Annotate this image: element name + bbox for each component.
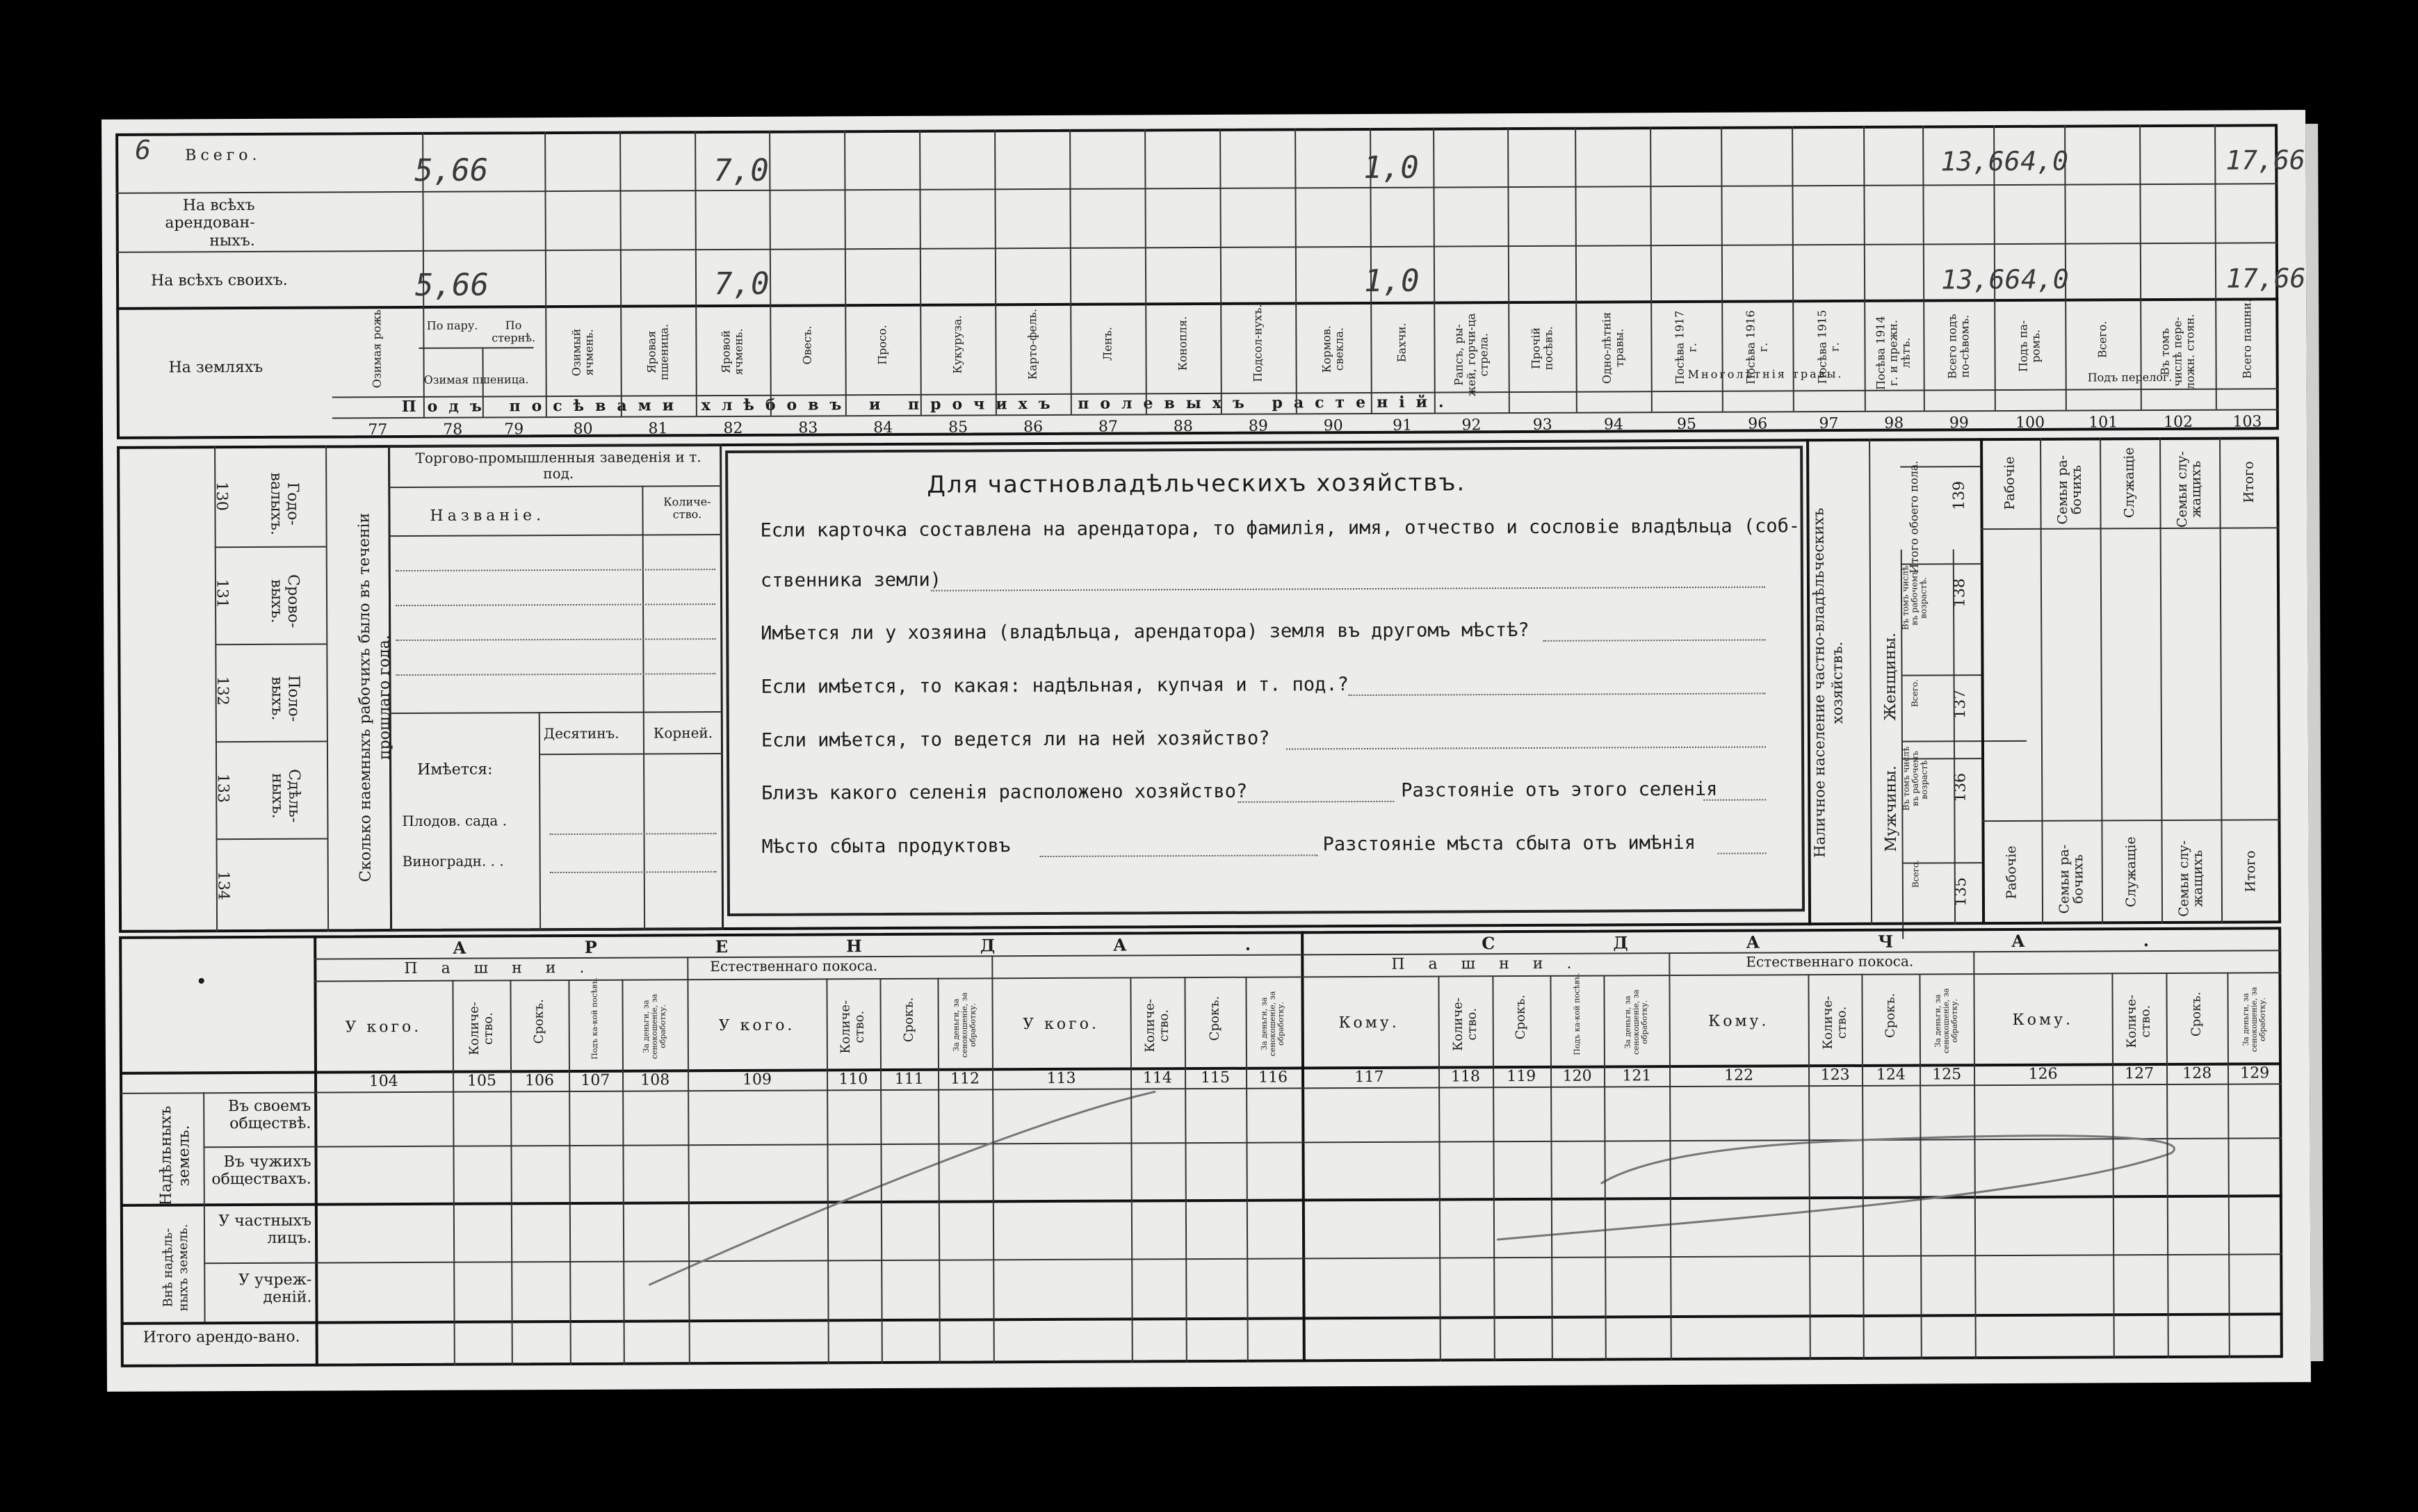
hw-total-99: 13,66: [1940, 145, 2020, 177]
workers-bot-4: Итого: [2243, 850, 2259, 893]
crop-num-84: 84: [873, 418, 893, 437]
hw-own-100: 4,0: [2020, 263, 2069, 295]
livestock-num-132: 132: [213, 676, 232, 706]
lease-head-110: Количе-ство.: [838, 1000, 868, 1054]
pop-num-136: 136: [1952, 772, 1970, 802]
trade-desyatin: Десятинъ.: [543, 724, 619, 742]
crop-col-96: Посѣва 1916 г.: [1744, 310, 1770, 384]
crop-num-103: 103: [2232, 413, 2262, 431]
row-rented-label: На всѣхъ арендован-ныхъ.: [165, 196, 255, 250]
hired-workers-label: Сколько наемныхъ рабочихъ было въ теченіи прошлаго года.: [355, 512, 394, 882]
lease-head-109: У кого.: [718, 1016, 795, 1035]
lease-head-107: Подъ ка-кой посѣвъ.: [590, 977, 600, 1060]
pashni-s: Пашни.: [1391, 954, 1596, 973]
trade-title: Торгово-промышленныя заведенія и т. под.: [415, 448, 701, 482]
lease-head-126: Кому.: [2012, 1011, 2074, 1029]
lease-num-109: 109: [742, 1071, 772, 1089]
corner-mark: 6: [135, 134, 152, 165]
hw-total-100: 4,0: [2020, 145, 2069, 177]
lease-head-124: Срокъ.: [1883, 993, 1898, 1039]
private-line7b: Разстояніе мѣста сбыта отъ имѣнія: [1322, 831, 1696, 856]
lease-head-105: Количе-ство.: [466, 1002, 496, 1056]
private-line5: Если имѣется, то ведется ли на ней хозяйство?: [761, 727, 1270, 751]
hw-own-103: 17,66: [2225, 263, 2306, 294]
crop-col-89: Подсол-нухъ.: [1251, 304, 1265, 382]
lease-num-129: 129: [2240, 1064, 2270, 1082]
lease-num-105: 105: [466, 1072, 497, 1090]
crop-col-80: Озимый ячмень.: [569, 328, 596, 377]
crop-num-95: 95: [1676, 415, 1697, 434]
lease-head-117: Кому.: [1338, 1014, 1399, 1032]
livestock-label-132: Поло-выхъ.: [268, 675, 302, 722]
crop-col-97: Посѣва 1915 г.: [1815, 309, 1842, 384]
lease-head-129: За деньги, за сенокошеніе, за обработку.: [2241, 986, 2268, 1052]
crop-num-94: 94: [1603, 416, 1623, 434]
hay-s: Естественнаго покоса.: [1746, 952, 1914, 970]
hw-own-82: 7,0: [713, 266, 770, 302]
lease-head-125: За деньги, за сенокошеніе, за обработку.: [1933, 988, 1960, 1054]
crop-col-103: Всего пашни.: [2239, 299, 2254, 379]
crop-col-95: Посѣва 1917 г.: [1673, 310, 1699, 385]
workers-bot-0: Рабочіе: [2004, 845, 2020, 900]
lease-num-127: 127: [2125, 1065, 2155, 1083]
workers-top-2: Служащіе: [2121, 447, 2138, 519]
lease-num-112: 112: [950, 1070, 980, 1088]
workers-bot-3: Семьи слу-жащихъ: [2176, 840, 2206, 917]
women-label: Женщины.: [1881, 632, 1900, 721]
lease-num-111: 111: [894, 1070, 924, 1088]
crop-num-101: 101: [2088, 414, 2118, 432]
crop-col-81: Яровая пшеница.: [644, 323, 671, 381]
crop-num-100: 100: [2015, 414, 2045, 432]
trade-vineyard: Виноградн. . .: [402, 852, 504, 870]
private-persons: У частныхъ лицъ.: [218, 1212, 312, 1248]
crop-num-78: 78: [443, 421, 463, 439]
hay-a: Естественнаго покоса.: [710, 957, 878, 975]
crop-num-96: 96: [1748, 415, 1768, 433]
crop-num-85: 85: [948, 418, 968, 437]
lease-head-112: За деньги, за сенокошеніе, за обработку.: [951, 992, 977, 1058]
crop-col-100: Подъ па-ромъ.: [2016, 320, 2043, 373]
crop-band-title: Подъ посѣвами хлѣбовъ и прочихъ полевыхъ растеній.: [401, 393, 1455, 416]
crop-num-77: 77: [368, 421, 388, 439]
lease-head-114: Количе-ство.: [1142, 998, 1171, 1052]
private-line1: Если карточка составлена на арендатора, то фамилія, имя, отчество и сословіе владѣльца (соб-: [760, 515, 1801, 542]
crop-col-102: Въ томъ числѣ пере-ложн. стоян.: [2158, 314, 2197, 390]
lease-num-120: 120: [1562, 1067, 1592, 1085]
perennial-label: Многолѣтнія травы.: [1687, 366, 1844, 381]
crop-num-86: 86: [1023, 418, 1044, 437]
crop-col-88: Конопля.: [1176, 316, 1190, 371]
lease-head-119: Срокъ.: [1513, 994, 1529, 1040]
pashni-a: Пашни.: [404, 959, 608, 978]
row-own-label: На всѣхъ своихъ.: [150, 271, 288, 290]
lease-head-127: Количе-ство.: [2124, 994, 2153, 1048]
crop-col-82: Яровой ячмень.: [719, 328, 746, 375]
crop-col-99: Всего подъ по-сѣвомъ.: [1945, 314, 1972, 380]
lease-num-104: 104: [368, 1073, 398, 1091]
lease-num-122: 122: [1724, 1066, 1754, 1084]
hw-total-77: 5,66: [414, 152, 489, 188]
pop-num-138: 138: [1951, 578, 1969, 608]
lease-head-120: Подъ ка-кой посѣвъ.: [1571, 973, 1582, 1055]
crop-col-98: Посѣва 1914 г. и прежн. лѣтъ.: [1874, 316, 1913, 391]
workers-bot-2: Служащіе: [2123, 836, 2139, 908]
crop-num-80: 80: [573, 420, 593, 438]
lease-num-123: 123: [1820, 1066, 1850, 1084]
livestock-num-130: 130: [212, 481, 231, 511]
vne-label: Внѣ надѣль-ныхъ земель.: [160, 1224, 191, 1312]
lease-head-106: Срокъ.: [531, 998, 546, 1044]
crop-num-97: 97: [1819, 415, 1839, 433]
livestock-num-131: 131: [213, 578, 231, 608]
fallow-label: Подъ перелог.: [2087, 370, 2173, 384]
lease-num-128: 128: [2182, 1064, 2212, 1082]
other-community: Въ чужихъ обществахъ.: [211, 1153, 311, 1189]
private-line7a: Мѣсто сбыта продуктовъ: [761, 835, 1011, 858]
lease-head-121: За деньги, за сенокошеніе, за обработку.: [1623, 989, 1650, 1055]
trade-orchard: Плодов. сада .: [402, 812, 508, 830]
hw-total-103: 17,66: [2225, 145, 2305, 176]
crop-col-83: Овесъ.: [800, 325, 814, 365]
crop-col-94: Одно-лѣтнія травы.: [1600, 311, 1626, 384]
private-title: Для частновладѣльческихъ хозяйствъ.: [927, 469, 1466, 499]
crop-col-84: Просо.: [875, 325, 889, 365]
livestock-label-133: Сдѣль-ныхъ.: [268, 769, 303, 823]
row-lands-label: На земляхъ: [168, 358, 263, 377]
private-line2: ственника земли): [760, 569, 942, 592]
crop-col-101: Всего.: [2095, 320, 2109, 359]
crop-num-82: 82: [723, 419, 743, 438]
pencil-strokes: [102, 110, 2311, 1392]
crop-num-83: 83: [798, 419, 818, 437]
lease-num-118: 118: [1450, 1068, 1481, 1086]
lease-head-128: Срокъ.: [2189, 991, 2204, 1037]
lease-head-118: Количе-ство.: [1450, 997, 1479, 1051]
total-leased: Итого арендо-вано.: [143, 1328, 300, 1347]
crop-num-79: 79: [504, 421, 524, 439]
private-line6b: Разстояніе отъ этого селенія: [1401, 778, 1718, 802]
arenda-title: АРЕНДА.: [453, 933, 1370, 958]
pop-num-139: 139: [1950, 480, 1968, 510]
private-line6a: Близъ какого селенія расположено хозяйство?: [761, 780, 1248, 804]
lease-num-115: 115: [1200, 1068, 1231, 1087]
crop-num-87: 87: [1098, 418, 1119, 436]
lease-head-122: Кому.: [1708, 1012, 1769, 1030]
crop-col-86: Карто-фель.: [1025, 309, 1039, 380]
men-label: Мужчины.: [1882, 765, 1900, 852]
crop-num-90: 90: [1323, 417, 1343, 435]
crop-col-91: Бахчи.: [1395, 323, 1409, 363]
lease-num-124: 124: [1876, 1066, 1906, 1084]
lease-num-113: 113: [1046, 1069, 1076, 1088]
trade-name-head: Названіе.: [430, 507, 546, 525]
livestock-label-131: Срово-выхъ.: [267, 574, 302, 628]
workers-top-1: Семьи ра-бочихъ: [2054, 455, 2085, 525]
lease-head-113: У кого.: [1023, 1015, 1099, 1034]
lease-num-108: 108: [640, 1071, 670, 1089]
lease-head-104: У кого.: [345, 1018, 422, 1037]
crop-num-89: 89: [1248, 417, 1268, 435]
lease-bullet: •: [195, 970, 208, 993]
pop-sub-0: Всего.: [1910, 860, 1921, 888]
crop-col-77: Озимая рожь.: [370, 306, 384, 389]
crop-col-85: Кукуруза.: [950, 315, 964, 374]
workers-bot-1: Семьи ра-бочихъ: [2056, 844, 2086, 914]
crop-col-90: Кормов. свекла.: [1320, 325, 1346, 373]
trade-roots: Корней.: [653, 724, 713, 742]
lease-head-116: За деньги, за сенокошеніе, за обработку.: [1259, 991, 1285, 1057]
total-both-sexes: Итого обоего пола.: [1906, 460, 1921, 574]
crop-num-92: 92: [1461, 416, 1482, 434]
crop-num-88: 88: [1173, 418, 1193, 436]
livestock-label-130: Годо-валыхъ.: [267, 472, 302, 536]
lease-num-110: 110: [838, 1071, 868, 1089]
workers-top-4: Итого: [2241, 461, 2257, 503]
crop-num-81: 81: [648, 420, 668, 438]
crop-num-91: 91: [1393, 416, 1413, 434]
lease-num-106: 106: [524, 1072, 555, 1090]
row-total-label: Всего.: [185, 146, 261, 165]
crop-num-99: 99: [1949, 414, 1969, 432]
workers-top-0: Рабочіе: [2002, 456, 2018, 510]
population-title: Наличное население частно-владѣльческихъ хозяйствъ.: [1810, 507, 1846, 858]
crop-col-78: По пару.: [426, 318, 478, 332]
lease-num-114: 114: [1142, 1069, 1172, 1087]
institutions: У учреж-деній.: [238, 1271, 312, 1307]
pop-num-135: 135: [1952, 877, 1970, 907]
trade-has: Имѣется:: [417, 761, 493, 779]
crop-col-87: Ленъ.: [1101, 327, 1114, 361]
private-line3: Имѣется ли у хозяина (владѣльца, арендатора) земля въ другомъ мѣстѣ?: [761, 619, 1529, 644]
pop-sub-2: Всего.: [1910, 679, 1920, 708]
hw-own-99: 13,66: [1940, 263, 2021, 295]
crop-col-92: Рапсъ, ры-жей, горчи-ца стрела.: [1451, 313, 1491, 397]
crop-num-93: 93: [1532, 416, 1552, 434]
lease-num-116: 116: [1258, 1068, 1288, 1087]
trade-qty-head: Количе-ство.: [663, 495, 711, 521]
lease-num-126: 126: [2028, 1065, 2058, 1083]
census-card: [102, 110, 2311, 1392]
pop-num-137: 137: [1951, 689, 1970, 719]
pop-sub-3: Въ томъ числѣ въ рабочемъ возрастѣ.: [1900, 565, 1929, 631]
crop-col-93: Прочій посѣвъ.: [1529, 326, 1555, 371]
lease-num-119: 119: [1507, 1067, 1536, 1086]
livestock-num-133: 133: [213, 773, 232, 803]
lease-head-123: Количе-ство.: [1820, 995, 1849, 1050]
winter-wheat-label: Озимая пшеница.: [423, 373, 529, 387]
pop-sub-1: Въ томъ числѣ въ рабочемъ возрастѣ.: [1901, 746, 1929, 811]
lease-head-108: За деньги, за сенокошеніе, за обработку.: [641, 993, 667, 1059]
crop-num-98: 98: [1884, 414, 1904, 432]
private-line4: Если имѣется, то какая: надѣльная, купчая и т. под.?: [761, 674, 1349, 698]
workers-top-3: Семьи слу-жащихъ: [2174, 450, 2205, 528]
lease-head-111: Срокъ.: [901, 997, 916, 1043]
sdacha-title: СДАЧА.: [1482, 929, 2268, 954]
lease-num-117: 117: [1354, 1068, 1384, 1087]
own-community: Въ своемъ обществѣ.: [227, 1097, 311, 1133]
crop-col-79: По стернѣ.: [492, 318, 536, 345]
lease-num-121: 121: [1622, 1067, 1652, 1085]
crop-num-102: 102: [2164, 413, 2193, 431]
hw-own-77: 5,66: [414, 267, 489, 303]
lease-num-125: 125: [1932, 1066, 1962, 1084]
lease-head-115: Срокъ.: [1207, 995, 1222, 1041]
hw-total-90: 1,0: [1363, 149, 1419, 186]
livestock-num-134: 134: [214, 870, 232, 900]
hw-own-90: 1,0: [1363, 263, 1420, 300]
lease-num-107: 107: [581, 1071, 610, 1089]
hw-total-82: 7,0: [713, 152, 769, 189]
nadel-label: Надѣльныхъ земель.: [157, 1105, 193, 1206]
